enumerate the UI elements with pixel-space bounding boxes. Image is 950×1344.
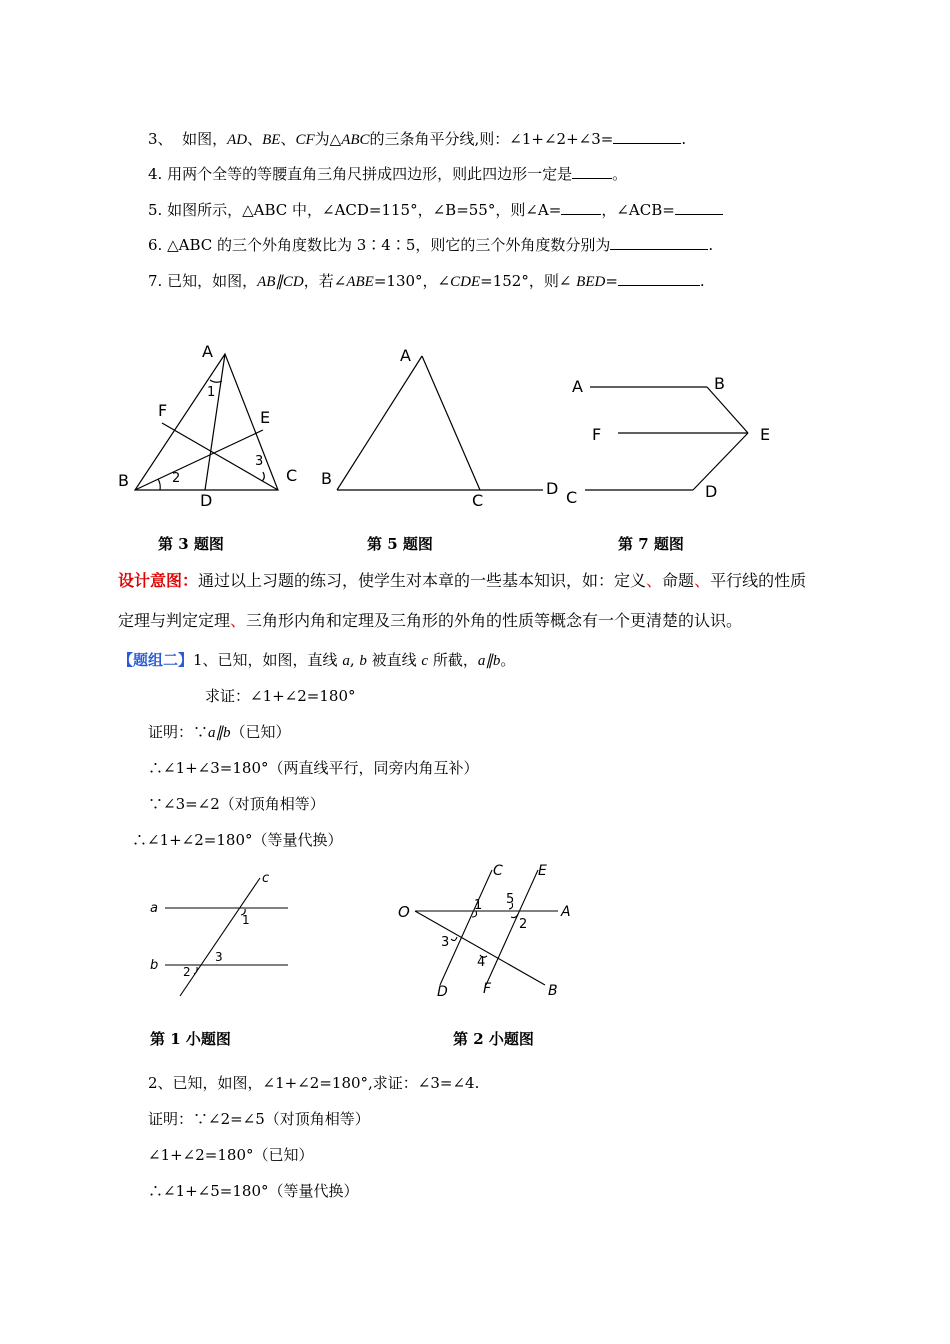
proof-goal: 求证：∠1+∠2=180° xyxy=(205,687,356,705)
angle-5-label: 5 xyxy=(506,892,515,907)
label-A: A xyxy=(572,377,583,396)
line-a-label: a xyxy=(150,901,158,916)
angle-2-label: 2 xyxy=(172,471,181,486)
angle-3-label: 3 xyxy=(215,950,223,964)
proof-step-3: ∵∠3=∠2（对顶角相等） xyxy=(148,795,325,813)
label-E: E xyxy=(538,863,547,879)
design-intent-line-2: 定理与判定定理、三角形内角和定理及三角形的外角的性质等概念有一个更清楚的认识。 xyxy=(118,611,743,630)
answer-blank xyxy=(610,235,708,250)
label-D: D xyxy=(437,984,448,1000)
label-A: A xyxy=(400,346,411,365)
label-B: B xyxy=(321,469,332,488)
question-5: 5. 如图所示，△ABC 中，∠ACD=115°，∠B=55°，则∠A= ，∠ACB= xyxy=(148,200,723,220)
answer-blank xyxy=(561,200,601,215)
caption-figure-3: 第 3 题图 xyxy=(158,535,224,553)
proof-step-4: ∴∠1+∠2=180°（等量代换） xyxy=(132,831,343,849)
angle-2-label: 2 xyxy=(183,965,191,979)
figure-7-parallel xyxy=(560,365,780,510)
question-6: 6. △ABC 的三个外角度数比为 3∶4∶5，则它的三个外角度数分别为 . xyxy=(148,236,714,254)
label-A: A xyxy=(561,904,571,920)
figure-5-triangle xyxy=(315,338,565,518)
label-B: B xyxy=(714,374,725,393)
proof2-step-1: 证明：∵∠2=∠5（对顶角相等） xyxy=(148,1110,370,1128)
proof-step-2: ∴∠1+∠3=180°（两直线平行，同旁内角互补） xyxy=(148,759,479,777)
label-A: A xyxy=(202,342,213,361)
label-C: C xyxy=(286,466,298,485)
label-O: O xyxy=(398,903,410,921)
question-3: 3、 如图，AD、BE、CF为△ABC的三条角平分线,则：∠1+∠2+∠3= . xyxy=(148,130,687,148)
angle-1-label: 1 xyxy=(242,913,250,927)
label-F: F xyxy=(592,425,602,444)
label-F: F xyxy=(158,401,168,420)
line-b-label: b xyxy=(150,958,159,973)
answer-blank xyxy=(572,164,612,179)
angle-1-label: 1 xyxy=(207,385,216,400)
figure-2-intersecting-lines xyxy=(390,855,580,1005)
group2-problem-1: 【题组二】1、已知，如图，直线 a, b 被直线 c 所截，a∥b。 xyxy=(118,651,516,669)
label-D: D xyxy=(546,479,559,498)
caption-figure-7: 第 7 题图 xyxy=(618,535,684,553)
angle-4-label: 4 xyxy=(477,955,486,970)
angle-3-label: 3 xyxy=(255,454,264,469)
proof2-step-3: ∴∠1+∠5=180°（等量代换） xyxy=(148,1182,359,1200)
label-D: D xyxy=(200,491,213,510)
label-B: B xyxy=(118,471,129,490)
angle-1-label: 1 xyxy=(474,898,483,913)
angle-2-label: 2 xyxy=(519,917,528,932)
proof2-step-2: ∠1+∠2=180°（已知） xyxy=(148,1146,314,1164)
group2-problem-2: 2、已知，如图，∠1+∠2=180°,求证：∠3=∠4. xyxy=(148,1074,480,1092)
figure-3-triangle xyxy=(110,338,310,518)
label-D: D xyxy=(705,482,718,501)
caption-figure-1: 第 1 小题图 xyxy=(150,1030,231,1048)
label-C: C xyxy=(493,863,503,879)
answer-blank xyxy=(675,200,723,215)
answer-blank xyxy=(618,271,700,286)
question-4: 4. 用两个全等的等腰直角三角尺拼成四边形，则此四边形一定是 。 xyxy=(148,165,628,183)
line-c-label: c xyxy=(262,871,270,886)
label-F: F xyxy=(483,981,492,997)
caption-figure-5: 第 5 题图 xyxy=(367,535,433,553)
question-7: 7. 已知，如图，AB∥CD，若∠ABE=130°，∠CDE=152°，则∠ BED= . xyxy=(148,272,705,290)
label-E: E xyxy=(260,408,271,427)
angle-3-label: 3 xyxy=(441,935,450,950)
caption-figure-2: 第 2 小题图 xyxy=(453,1030,534,1048)
design-intent-line-1: 设计意图：通过以上习题的练习，使学生对本章的一些基本知识，如：定义、命题、平行线的性质 xyxy=(118,571,807,590)
label-B: B xyxy=(548,983,558,999)
figure-1-parallel-lines xyxy=(145,868,295,1003)
label-E: E xyxy=(760,425,771,444)
answer-blank xyxy=(613,129,681,144)
proof-step-1: 证明：∵a∥b（已知） xyxy=(148,723,291,741)
label-C: C xyxy=(472,491,484,510)
label-C: C xyxy=(566,488,578,507)
